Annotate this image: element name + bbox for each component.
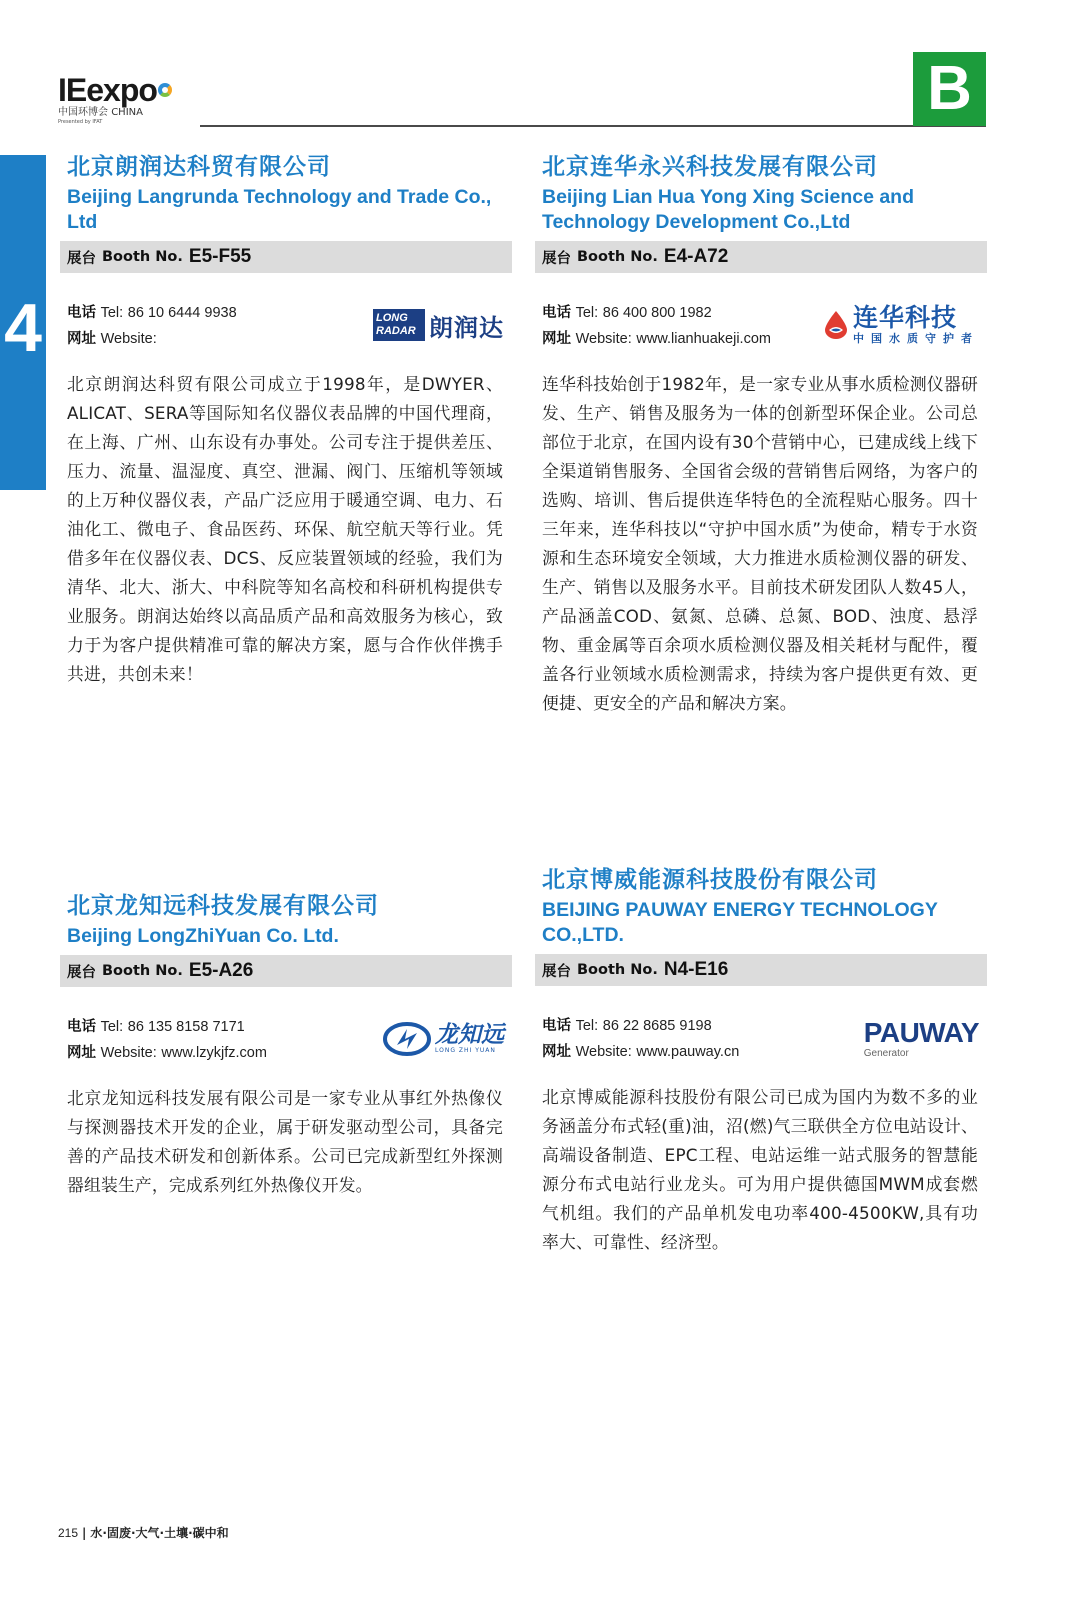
company-description: 北京博威能源科技股份有限公司已成为国内为数不多的业务涵盖分布式轻(重)油，沼(燃)气三联供全方位电站设计、高端设备制造、EPC工程、电站运维一站式服务的智慧能源分布式电站行业龙头。可为用户提供德国MWM成套燃气机组。我们的产品单机发电功率400-4500KW,具有功率大、可靠性、经济型。: [542, 1087, 978, 1252]
logo-sub-cn: 中国环博会: [58, 107, 108, 118]
booth-bar: [60, 241, 512, 273]
company-description: 北京龙知远科技发展有限公司是一家专业从事红外热像仪与探测器技术开发的企业，属于研发驱动型公司，具备完善的产品技术研发和创新体系。公司已完成新型红外探测器组装生产，完成系列红外热像仪开发。: [67, 1088, 503, 1195]
website-label-en: Website:: [100, 1045, 157, 1061]
booth-label-en: Booth No.: [102, 963, 183, 979]
company-logo-longradar: [373, 300, 504, 350]
tel-label-en: Tel:: [100, 1019, 124, 1035]
booth-bar: [60, 955, 512, 987]
tel-label-cn: 电话: [67, 1019, 96, 1035]
company-name-en: BEIJING PAUWAY ENERGY TECHNOLOGY CO.,LTD.: [542, 899, 938, 946]
water-drop-icon: [823, 310, 849, 340]
pauway-logo-wrap: [864, 1018, 979, 1059]
header-divider: [200, 125, 986, 127]
tel-label-en: Tel:: [575, 1018, 599, 1034]
company-description: 北京朗润达科贸有限公司成立于1998年，是DWYER、ALICAT、SERA等国际知名仪器仪表品牌的中国代理商，在上海、广州、山东设有办事处。公司专注于提供差压、压力、流量、温湿度、真空、泄漏、阀门、压缩机等领域的上万种仪器仪表，产品广泛应用于暖通空调、电力、石油化工、微电子、食品医药、环保、航空航天等行业。凭借多年在仪器仪表、DCS、反应装置领域的经验，我们为清华、北大、浙大、中科院等知名高校和科研机构提供专业服务。朗润达始终以高品质产品和高效服务为核心，致力于为客户提供精准可靠的解决方案，愿与合作伙伴携手共进，共创未来！: [67, 374, 503, 684]
company-logo-longzhiyuan: [383, 1014, 504, 1064]
lianhua-logo-wrap: [823, 304, 979, 346]
exhibitor-entry-langrunda: [60, 153, 512, 689]
longzhiyuan-logo-wrap: [383, 1021, 504, 1057]
tel-label-en: Tel:: [575, 305, 599, 321]
logo-wordmark: [58, 74, 188, 106]
longzhiyuan-logo-text: [435, 1023, 504, 1055]
page-footer: [58, 1524, 229, 1541]
logo-main-text: IEexpo: [58, 72, 157, 108]
company-logo-lianhua: [823, 300, 979, 350]
page-number: 215: [58, 1526, 79, 1540]
tel-label-cn: 电话: [67, 305, 96, 321]
website-label-cn: 网址: [67, 331, 96, 347]
booth-label-en: Booth No.: [577, 249, 658, 265]
contact-block: [60, 1014, 512, 1080]
footer-separator: |: [82, 1526, 87, 1540]
contact-block: [535, 300, 987, 366]
logo-text: PAUWAY: [863, 1016, 979, 1048]
website-value[interactable]: www.lianhuakeji.com: [636, 331, 771, 347]
website-label-cn: 网址: [67, 1045, 96, 1061]
longradar-box: [373, 309, 425, 341]
tel-value: 86 135 8158 7171: [127, 1019, 245, 1035]
website-label-en: Website:: [100, 331, 157, 347]
logo-presented-by: Presented by IFAT: [58, 119, 103, 125]
booth-bar: [535, 241, 987, 273]
booth-bar: [535, 954, 987, 986]
dragon-emblem-icon: [383, 1021, 431, 1057]
footer-title: 水·固废·大气·土壤·碳中和: [90, 1526, 229, 1540]
booth-label-cn: 展台: [67, 964, 96, 981]
contact-block: [60, 300, 512, 366]
company-name-en: Beijing Lian Hua Yong Xing Science and Technology Development Co.,Ltd: [542, 186, 915, 233]
booth-label-cn: 展台: [542, 250, 571, 267]
company-name-cn: 北京连华永兴科技发展有限公司: [542, 154, 878, 180]
website-label-cn: 网址: [542, 331, 571, 347]
booth-number: E4-A72: [663, 246, 729, 267]
tel-value: 86 400 800 1982: [602, 305, 712, 321]
tel-label-en: Tel:: [100, 305, 124, 321]
company-name-en: Beijing LongZhiYuan Co. Ltd.: [67, 925, 339, 947]
section-letter-tab: B: [913, 52, 986, 126]
company-name-cn: 北京博威能源科技股份有限公司: [542, 867, 878, 893]
lianhua-logo-text: [853, 304, 979, 346]
booth-number: N4-E16: [663, 959, 729, 980]
exhibitor-entry-pauway: [535, 866, 987, 1257]
booth-number: E5-A26: [188, 960, 254, 981]
company-name-cn: 北京朗润达科贸有限公司: [67, 154, 331, 180]
website-value[interactable]: www.lzykjfz.com: [161, 1045, 267, 1061]
tel-label-cn: 电话: [542, 305, 571, 321]
ieexpo-logo: [58, 74, 188, 134]
tel-value: 86 22 8685 9198: [602, 1018, 712, 1034]
tel-label-cn: 电话: [542, 1018, 571, 1034]
company-logo-pauway: [864, 1013, 979, 1063]
logo-box-line1: LONG: [376, 312, 408, 324]
logo-text: 龙知远: [435, 1022, 504, 1048]
booth-label-en: Booth No.: [577, 962, 658, 978]
logo-text: 朗润达: [429, 313, 504, 342]
booth-label-cn: 展台: [542, 963, 571, 980]
website-label-cn: 网址: [542, 1044, 571, 1060]
booth-label-en: Booth No.: [102, 249, 183, 265]
logo-tagline: Generator: [863, 1047, 909, 1059]
company-description: 连华科技始创于1982年，是一家专业从事水质检测仪器研发、生产、销售及服务为一体的创新型环保企业。公司总部位于北京，在国内设有30个营销中心，已建成线上线下全渠道销售服务、全国省会级的营销售后网络，为客户的选购、培训、售后提供连华特色的全流程贴心服务。四十三年来，连华科技以“守护中国水质”为使命，精专于水资源和生态环境安全领域，大力推进水质检测仪器的研发、生产、销售以及服务水平。目前技术研发团队人数45人，产品涵盖COD、氨氮、总磷、总氮、BOD、浊度、悬浮物、重金属等百余项水质检测仪器及相关耗材与配件，覆盖各行业领域水质检测需求，持续为客户提供更有效、更便捷、更安全的产品和解决方案。: [542, 374, 978, 713]
exhibitor-entry-longzhiyuan: [60, 892, 512, 1200]
logo-text: 连华科技: [853, 303, 958, 332]
company-name-cn: 北京龙知远科技发展有限公司: [67, 893, 379, 919]
tel-value: 86 10 6444 9938: [127, 305, 237, 321]
website-value[interactable]: www.pauway.cn: [636, 1044, 740, 1060]
website-label-en: Website:: [575, 1044, 632, 1060]
logo-tagline: LONG ZHI YUAN: [435, 1047, 496, 1054]
company-name-en: Beijing Langrunda Technology and Trade Co., Ltd: [67, 186, 492, 233]
logo-sub-en: CHINA: [111, 107, 143, 118]
contact-block: [535, 1013, 987, 1079]
website-label-en: Website:: [575, 331, 632, 347]
section-number: 4: [4, 290, 42, 366]
booth-label-cn: 展台: [67, 250, 96, 267]
logo-ring-icon: [158, 83, 172, 97]
logo-tagline: 中国水质守护者: [853, 332, 979, 345]
exhibitor-entry-lianhua: [535, 153, 987, 718]
logo-box-line2: RADAR: [376, 325, 416, 337]
logo-subtitle: [58, 107, 188, 119]
booth-number: E5-F55: [188, 246, 252, 267]
